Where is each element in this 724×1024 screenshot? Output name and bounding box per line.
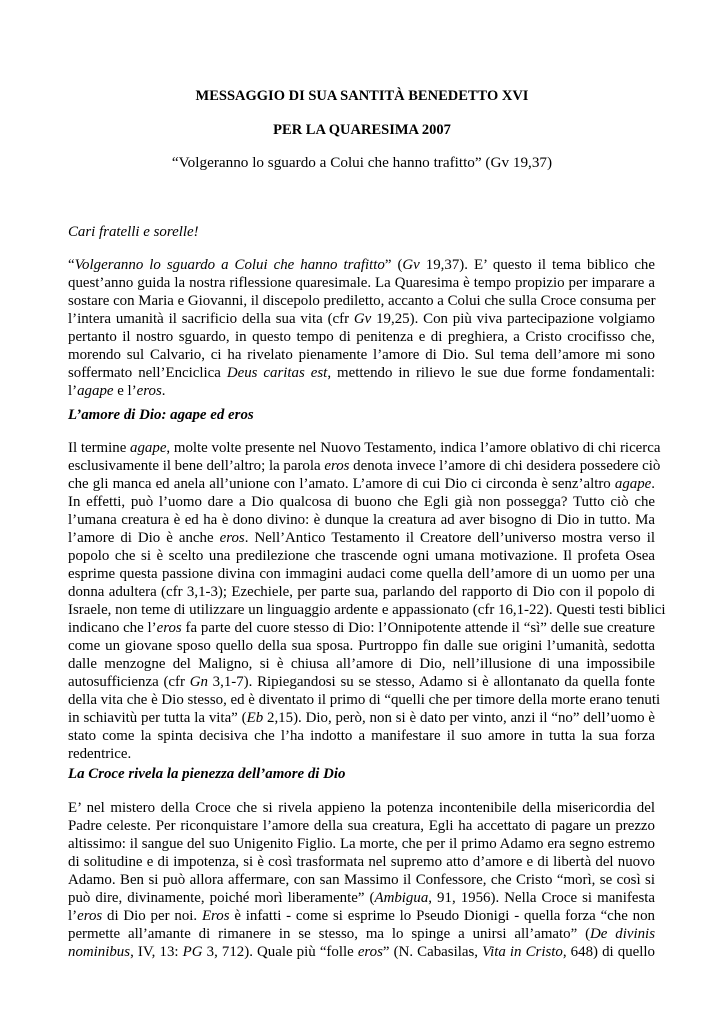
text-line: nominibus, IV, 13: PG 3, 712). Quale più “folle eros” (N. Cabasilas, Vita in Cristo, 648) di quello — [68, 944, 655, 960]
text-line: sostare con Maria e Giovanni, il discepolo prediletto, accanto a Colui che sulla Croce consuma per — [68, 293, 656, 309]
text-line: l’agape e l’eros. — [68, 383, 166, 399]
text-line: “Volgeranno lo sguardo a Colui che hanno trafitto” (Gv 19,37). E’ questo il tema biblico che — [68, 257, 655, 273]
text-line: esclusivamente il bene dell’altro; la parola eros denota invece l’amore di chi desidera possedere ciò — [68, 458, 661, 474]
text-line: indicano che l’eros fa parte del cuore stesso di Dio: l’Onnipotente attende il “sì” delle sue creature — [68, 620, 655, 636]
italic-span: Eros — [201, 908, 230, 924]
italic-span: eros — [136, 383, 162, 399]
text-line: donna adultera (cfr 3,1-3); Ezechiele, per parte sua, parlando del rapporto di Dio con il popolo di — [68, 584, 655, 600]
italic-span: nominibus — [68, 944, 131, 960]
italic-span: Ambigua — [374, 890, 429, 906]
text-line: che gli manca ed anela all’unione con l’amato. L’amore di cui Dio ci circonda è senz’altro agape. — [68, 476, 655, 492]
text-line: autosufficienza (cfr Gn 3,1-7). Ripiegandosi su se stesso, Adamo si è allontanato da quella fonte — [68, 674, 655, 690]
text-line: pertanto il nostro sguardo, in questo tempo di penitenza e di preghiera, a Cristo crocifisso che, — [68, 329, 655, 345]
italic-span: Eb — [246, 710, 264, 726]
text-line: della vita che è Dio stesso, ed è diventato il primo di “quelli che per timore della morte erano tenuti — [68, 692, 661, 708]
text-line: morendo sul Calvario, ci ha rivelato pienamente l’amore di Dio. Sul tema dell’amore mi sono — [68, 347, 655, 363]
text-line: può dire, divinamente, poiché morì liberamente” (Ambigua, 91, 1956). Nella Croce si manifesta — [68, 890, 655, 906]
italic-span: eros — [77, 908, 103, 924]
text-line: l’eros di Dio per noi. Eros è infatti - come si esprime lo Pseudo Dionigi - quella forza “che non — [68, 908, 655, 924]
italic-span: Deus caritas est — [226, 365, 328, 381]
text-line: altissimo: il sangue del suo Unigenito Figlio. La morte, che per il primo Adamo era segno estremo — [68, 836, 655, 852]
text-line: Adamo. Ben si può allora affermare, con san Massimo il Confessore, che Cristo “morì, se così si — [68, 872, 655, 888]
italic-span: Vita in Cristo — [482, 944, 563, 960]
italic-span: eros — [357, 944, 383, 960]
text-line: redentrice. — [68, 746, 132, 762]
text-line: stato come la spinta decisiva che l’ha indotto a manifestare il suo amore in tutta la sua forza — [68, 728, 655, 744]
text-line: popolo che si è scelto una predilezione che trascende ogni umana motivazione. Il profeta Osea — [68, 548, 655, 564]
italic-span: Gv — [353, 311, 372, 327]
italic-span: agape — [130, 440, 167, 456]
text-line: in schiavitù per tutta la vita” (Eb 2,15). Dio, però, non si è dato per vinto, anzi il “no” dell’uomo è — [68, 710, 655, 726]
section-heading-cross: La Croce rivela la pienezza dell’amore di Dio — [68, 766, 346, 782]
text-line: l’amore di Dio è anche eros. Nell’Antico Testamento il Creatore dell’universo mostra verso il — [68, 530, 655, 546]
text-line: l’umana creatura è ed ha è dono divino: è dunque la creatura ad aver bisogno di Dio in tutto. Ma — [68, 512, 655, 528]
document-title: MESSAGGIO DI SUA SANTITÀ BENEDETTO XVI — [195, 88, 529, 104]
italic-span: Gn — [189, 674, 208, 690]
text-line: quest’anno guida la nostra riflessione quaresimale. La Quaresima è tempo propizio per imparare a — [68, 275, 655, 291]
text-line: dalle menzogne del Maligno, si è chiusa all’amore di Dio, nell’illusione di una impossibile — [68, 656, 655, 672]
text-line: come un giovane sposo quello della sua sposa. Purtroppo fin dalle sue origini l’umanità, sedotta — [68, 638, 655, 654]
italic-span: agape — [77, 383, 114, 399]
text-line: permette all’amante di rimanere in se stesso, ma lo spinge a unirsi all’amato” (De divinis — [68, 926, 655, 942]
text-line: In effetti, può l’uomo dare a Dio qualcosa di buono che Egli già non possegga? Tutto ciò che — [68, 494, 655, 510]
text-line: Padre celeste. Per riconquistare l’amore della sua creatura, Egli ha accettato di pagare un prezzo — [68, 818, 655, 834]
document-subtitle-year: PER LA QUARESIMA 2007 — [273, 122, 451, 138]
italic-span: PG — [182, 944, 203, 960]
text-line: di solitudine e di impotenza, si è così trasformata nel supremo atto d’amore e di libertà del nuovo — [68, 854, 655, 870]
italic-span: eros — [324, 458, 350, 474]
text-line: E’ nel mistero della Croce che si rivela appieno la potenza incontenibile della misericordia del — [68, 800, 655, 816]
theme-quote: “Volgeranno lo sguardo a Colui che hanno trafitto” (Gv 19,37) — [171, 154, 553, 171]
italic-span: eros — [219, 530, 245, 546]
section-heading-agape-eros: L’amore di Dio: agape ed eros — [68, 407, 254, 423]
text-line: soffermato nell’Enciclica Deus caritas est, mettendo in rilievo le sue due forme fondamentali: — [68, 365, 656, 381]
text-line: Il termine agape, molte volte presente nel Nuovo Testamento, indica l’amore oblativo di chi ricerca — [68, 440, 661, 456]
greeting: Cari fratelli e sorelle! — [68, 224, 199, 240]
text-line: l’intera umanità il sacrificio della sua vita (cfr Gv 19,25). Con più viva partecipazione volgiamo — [68, 311, 656, 327]
italic-span: agape — [614, 476, 652, 492]
italic-span: eros — [156, 620, 182, 636]
italic-span: De divinis — [590, 926, 655, 942]
italic-span: Gv — [402, 257, 420, 273]
text-line: esprime questa passione divina con immagini audaci come quella dell’amore di un uomo per una — [68, 566, 655, 582]
italic-span: Volgeranno lo sguardo a Colui che hanno trafitto — [74, 257, 385, 273]
text-line: Israele, non teme di utilizzare un linguaggio ardente e appassionato (cfr 16,1-22). Questi testi biblici — [68, 602, 666, 618]
